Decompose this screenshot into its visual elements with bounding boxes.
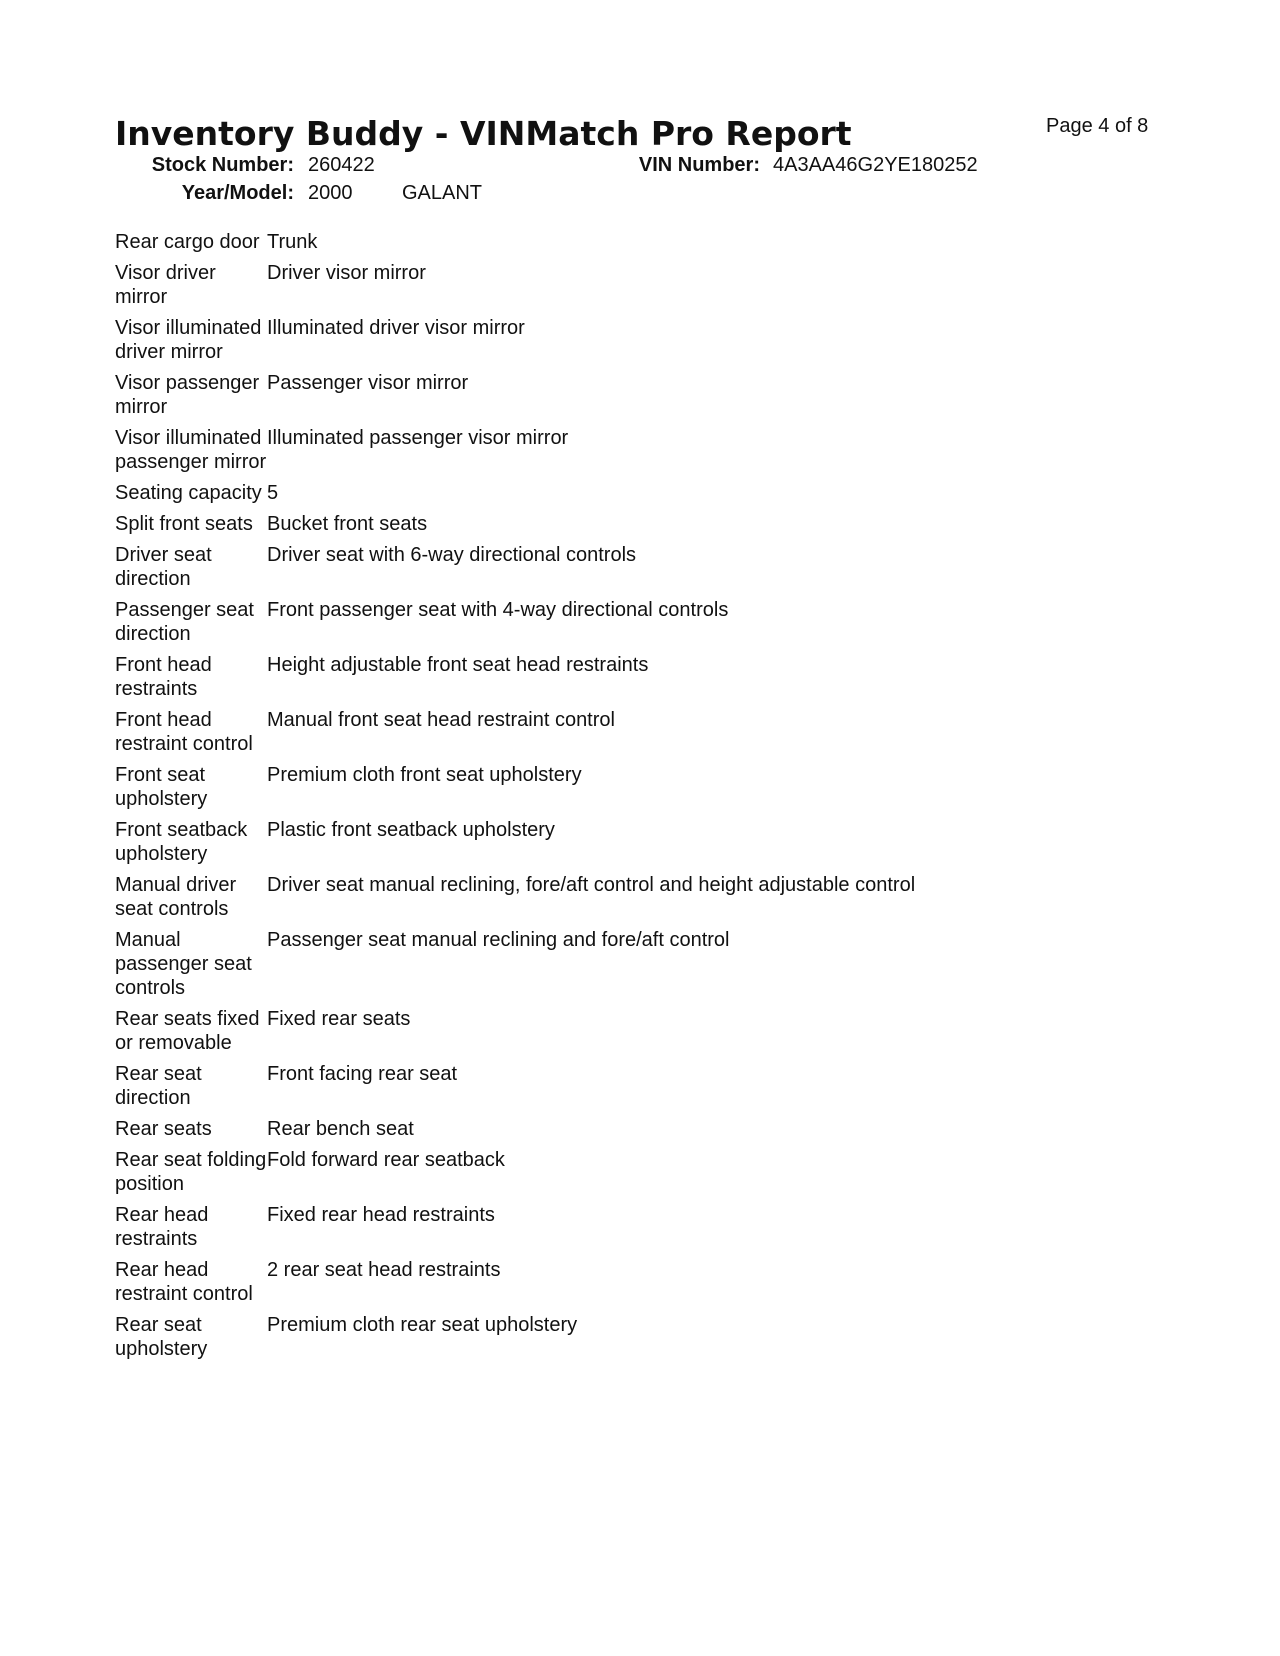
feature-label: Manual driver seat controls	[115, 874, 237, 920]
feature-row	[115, 1062, 1155, 1110]
feature-row	[115, 873, 1155, 921]
feature-value: Plastic front seatback upholstery	[267, 819, 555, 841]
feature-row	[115, 818, 1155, 866]
feature-label: Visor passenger mirror	[115, 372, 260, 418]
feature-value: Illuminated driver visor mirror	[267, 317, 525, 339]
feature-value: Illuminated passenger visor mirror	[267, 427, 569, 449]
feature-label: Driver seat direction	[115, 544, 212, 590]
feature-row	[115, 230, 1155, 254]
feature-row	[115, 512, 1155, 536]
page-number: Page 4 of 8	[1046, 115, 1149, 137]
feature-value: Driver seat with 6-way directional controls	[267, 544, 637, 566]
feature-row	[115, 426, 1155, 474]
feature-value: Passenger visor mirror	[267, 372, 469, 394]
feature-row	[115, 928, 1155, 1000]
feature-value: Rear bench seat	[267, 1118, 414, 1140]
feature-row	[115, 371, 1155, 419]
feature-row	[115, 1313, 1155, 1361]
feature-label: Rear head restraint control	[115, 1259, 253, 1305]
feature-label: Rear seat upholstery	[115, 1314, 208, 1360]
feature-value: Fixed rear head restraints	[267, 1204, 495, 1226]
feature-label: Manual passenger seat controls	[115, 929, 252, 999]
feature-value: Height adjustable front seat head restraints	[267, 654, 649, 676]
stock-number-label: Stock Number:	[151, 154, 294, 176]
feature-value: 5	[267, 482, 279, 504]
feature-row	[115, 481, 1155, 505]
feature-value: Fixed rear seats	[267, 1008, 411, 1030]
feature-value: Fold forward rear seatback	[267, 1149, 505, 1171]
feature-label: Rear head restraints	[115, 1204, 209, 1250]
report-title: Inventory Buddy - VINMatch Pro Report	[115, 114, 852, 153]
feature-label: Visor illuminated passenger mirror	[115, 427, 267, 473]
feature-label: Rear seat folding position	[115, 1149, 267, 1195]
feature-value: Premium cloth rear seat upholstery	[267, 1314, 578, 1336]
feature-label: Rear seats fixed or removable	[115, 1008, 260, 1054]
feature-row	[115, 261, 1155, 309]
feature-label: Passenger seat direction	[115, 599, 254, 645]
feature-label: Rear cargo door	[115, 231, 260, 253]
feature-value: Passenger seat manual reclining and fore/aft control	[267, 929, 730, 951]
feature-label: Seating capacity	[115, 482, 262, 504]
feature-value: Front passenger seat with 4-way directional controls	[267, 599, 729, 621]
feature-label: Front seat upholstery	[115, 764, 208, 810]
feature-row	[115, 543, 1155, 591]
year-value: 2000	[308, 182, 353, 204]
vin-number-label: VIN Number:	[638, 154, 760, 176]
feature-value: Trunk	[267, 231, 318, 253]
feature-row	[115, 316, 1155, 364]
feature-label: Front head restraint control	[115, 709, 253, 755]
feature-value: Premium cloth front seat upholstery	[267, 764, 582, 786]
feature-label: Rear seat direction	[115, 1063, 202, 1109]
feature-row	[115, 653, 1155, 701]
feature-value: Manual front seat head restraint control	[267, 709, 615, 731]
feature-list	[115, 230, 1155, 1368]
feature-row	[115, 763, 1155, 811]
model-value: GALANT	[402, 182, 483, 204]
feature-value: Driver seat manual reclining, fore/aft control and height adjustable control	[267, 874, 916, 896]
feature-value: Driver visor mirror	[267, 262, 426, 284]
feature-label: Split front seats	[115, 513, 253, 535]
feature-row	[115, 1258, 1155, 1306]
stock-number-value: 260422	[308, 154, 375, 176]
feature-value: Bucket front seats	[267, 513, 428, 535]
feature-value: 2 rear seat head restraints	[267, 1259, 501, 1281]
feature-row	[115, 1203, 1155, 1251]
feature-label: Front head restraints	[115, 654, 212, 700]
feature-row	[115, 708, 1155, 756]
feature-row	[115, 598, 1155, 646]
feature-label: Visor driver mirror	[115, 262, 216, 308]
feature-row	[115, 1148, 1155, 1196]
feature-label: Front seatback upholstery	[115, 819, 248, 865]
feature-row	[115, 1117, 1155, 1141]
vin-number-value: 4A3AA46G2YE180252	[773, 154, 978, 176]
feature-label: Visor illuminated driver mirror	[115, 317, 262, 363]
year-model-label: Year/Model:	[181, 182, 294, 204]
feature-value: Front facing rear seat	[267, 1063, 458, 1085]
feature-row	[115, 1007, 1155, 1055]
feature-label: Rear seats	[115, 1118, 212, 1140]
